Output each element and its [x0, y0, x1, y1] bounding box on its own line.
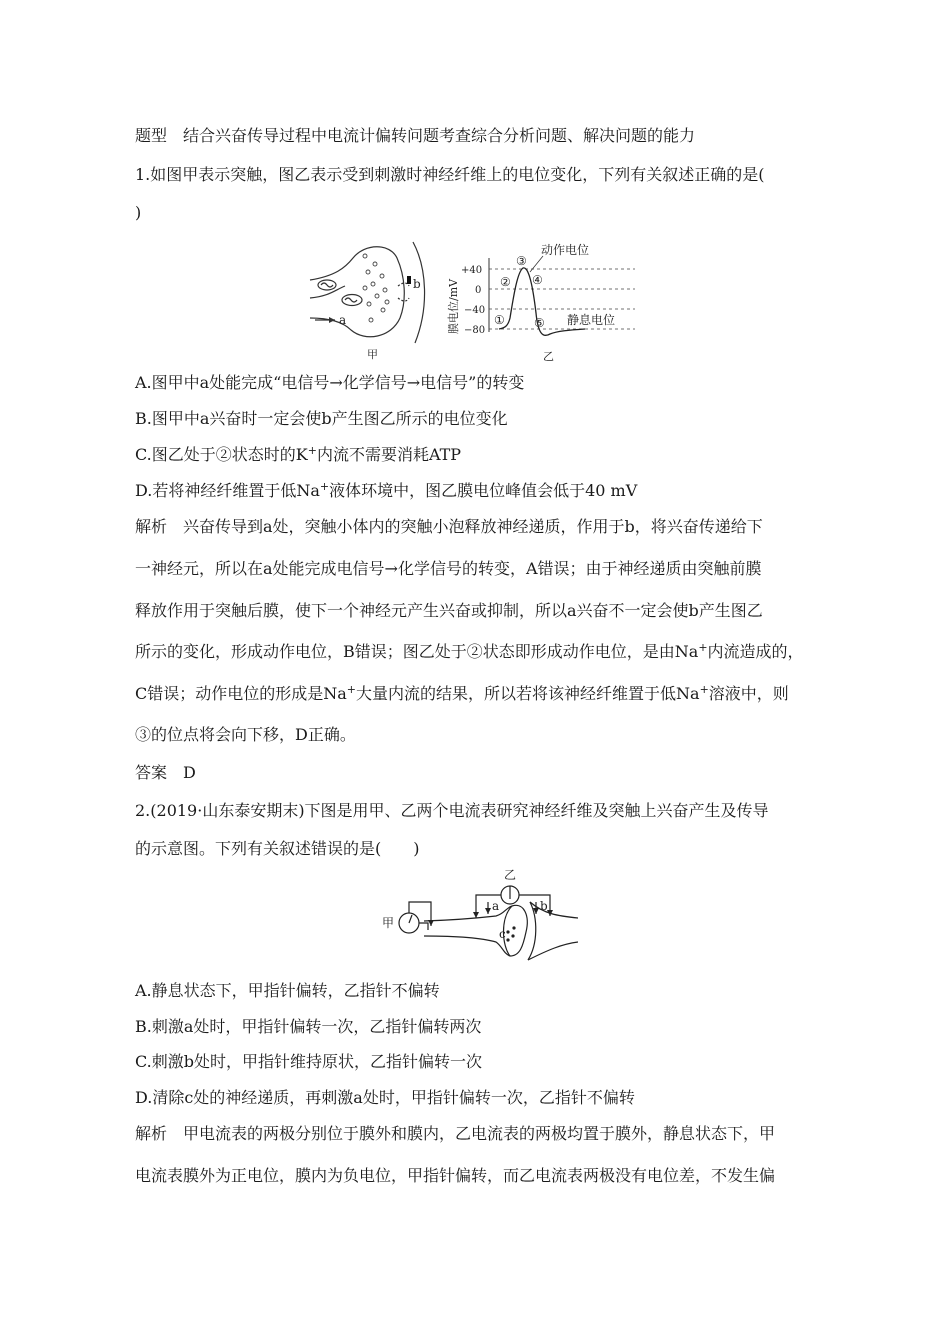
fig2-label-b: b [540, 899, 548, 913]
q1-option-c-text-end: 内流不需要消耗ATP [316, 445, 462, 464]
y-axis-label: 膜电位/mV [447, 278, 460, 334]
q2-option-b: B.刺激a处时，甲指针偏转一次，乙指针偏转两次 [135, 1017, 482, 1036]
q1-option-d-text: D.若将神经纤维置于低Na [135, 481, 320, 500]
tick-minus40: −40 [464, 305, 486, 316]
fig2-label-jia: 甲 [382, 916, 395, 930]
q1-analysis-line-5 [135, 684, 789, 706]
fig2-label-c: c [499, 927, 506, 941]
q1-figure [305, 238, 635, 368]
fig1-label-jia: 甲 [367, 348, 378, 361]
point-1: ① [494, 313, 505, 327]
tick-plus40: +40 [461, 265, 483, 276]
q1-option-c [135, 445, 461, 467]
q1-analysis-line-5-text: C错误；动作电位的形成是Na [135, 684, 347, 703]
q2-analysis-line-1: 解析 甲电流表的两极分别位于膜外和膜内，乙电流表的两极均置于膜外，静息状态下，甲 [135, 1124, 776, 1143]
resting-potential-label: 静息电位 [567, 313, 616, 327]
q1-stem-line-1: 1.如图甲表示突触，图乙表示受到刺激时神经纤维上的电位变化，下列有关叙述正确的是( [135, 165, 765, 184]
q1-option-d-text-end: 液体环境中，图乙膜电位峰值会低于40 mV [329, 481, 638, 500]
q2-analysis-line-2: 电流表膜外为正电位，膜内为负电位，甲指针偏转，而乙电流表两极没有电位差，不发生偏 [135, 1166, 776, 1185]
q2-option-c: C.刺激b处时，甲指针维持原状，乙指针偏转一次 [135, 1052, 483, 1071]
q2-stem-line-2: 的示意图。下列有关叙述错误的是( ) [135, 839, 420, 858]
q1-analysis-line-1: 解析 兴奋传导到a处，突触小体内的突触小泡释放神经递质，作用于b，将兴奋传递给下 [135, 517, 763, 536]
tick-0: 0 [475, 285, 482, 296]
superscript: + [307, 444, 317, 457]
point-4: ④ [532, 273, 543, 287]
point-2: ② [500, 275, 511, 289]
superscript: + [319, 480, 330, 493]
q1-analysis-line-3: 释放作用于突触后膜，使下一个神经元产生兴奋或抑制，所以a兴奋不一定会使b产生图乙 [135, 601, 763, 620]
q1-analysis-line-4 [135, 642, 804, 664]
q1-analysis-line-2: 一神经元，所以在a处能完成电信号→化学信号的转变，A错误；由于神经递质由突触前膜 [135, 559, 762, 578]
q1-analysis-line-5-text-mid: 大量内流的结果，所以若将该神经纤维置于低Na [356, 684, 700, 703]
superscript: + [699, 683, 709, 696]
fig1-label-b: b [413, 277, 421, 291]
point-3: ③ [516, 254, 527, 268]
q1-option-b: B.图甲中a兴奋时一定会使b产生图乙所示的电位变化 [135, 409, 508, 428]
q1-answer: 答案 D [135, 763, 196, 782]
q1-option-c-text: C.图乙处于②状态时的K [135, 445, 308, 464]
superscript: + [698, 641, 708, 654]
fig1-label-yi: 乙 [543, 350, 554, 363]
electrode-b [407, 276, 411, 284]
q1-option-a: A.图甲中a处能完成“电信号→化学信号→电信号”的转变 [135, 373, 525, 392]
fig1-label-a: a [339, 313, 347, 327]
q1-analysis-line-4-text-end: 内流造成的， [707, 642, 804, 661]
fig2-label-a: a [492, 899, 500, 913]
q2-option-d: D.清除c处的神经递质，再刺激a处时，甲指针偏转一次，乙指针不偏转 [135, 1088, 635, 1107]
q1-stem-line-2: ) [135, 203, 142, 222]
action-potential-label: 动作电位 [541, 243, 590, 257]
synapse-diagram [310, 242, 425, 343]
q2-stem-line-1: 2.(2019·山东泰安期末)下图是用甲、乙两个电流表研究神经纤维及突触上兴奋产生及传导 [135, 801, 769, 820]
superscript: + [346, 683, 357, 696]
point-5: ⑤ [534, 316, 545, 330]
section-heading: 题型 结合兴奋传导过程中电流计偏转问题考查综合分析问题、解决问题的能力 [135, 126, 696, 145]
q1-analysis-line-5-text-end: 溶液中，则 [708, 684, 789, 703]
q1-option-d [135, 481, 637, 503]
tick-minus80: −80 [464, 325, 486, 336]
fig2-label-yi: 乙 [504, 868, 517, 882]
arrow-a-icon [329, 317, 335, 323]
q1-analysis-line-6: ③的位点将会向下移，D正确。 [135, 725, 356, 744]
potential-graph [446, 242, 635, 363]
q1-analysis-line-4-text: 所示的变化，形成动作电位，B错误；图乙处于②状态即形成动作电位，是由Na [135, 642, 699, 661]
q2-option-a: A.静息状态下，甲指针偏转，乙指针不偏转 [135, 981, 440, 1000]
q2-figure [378, 866, 578, 970]
